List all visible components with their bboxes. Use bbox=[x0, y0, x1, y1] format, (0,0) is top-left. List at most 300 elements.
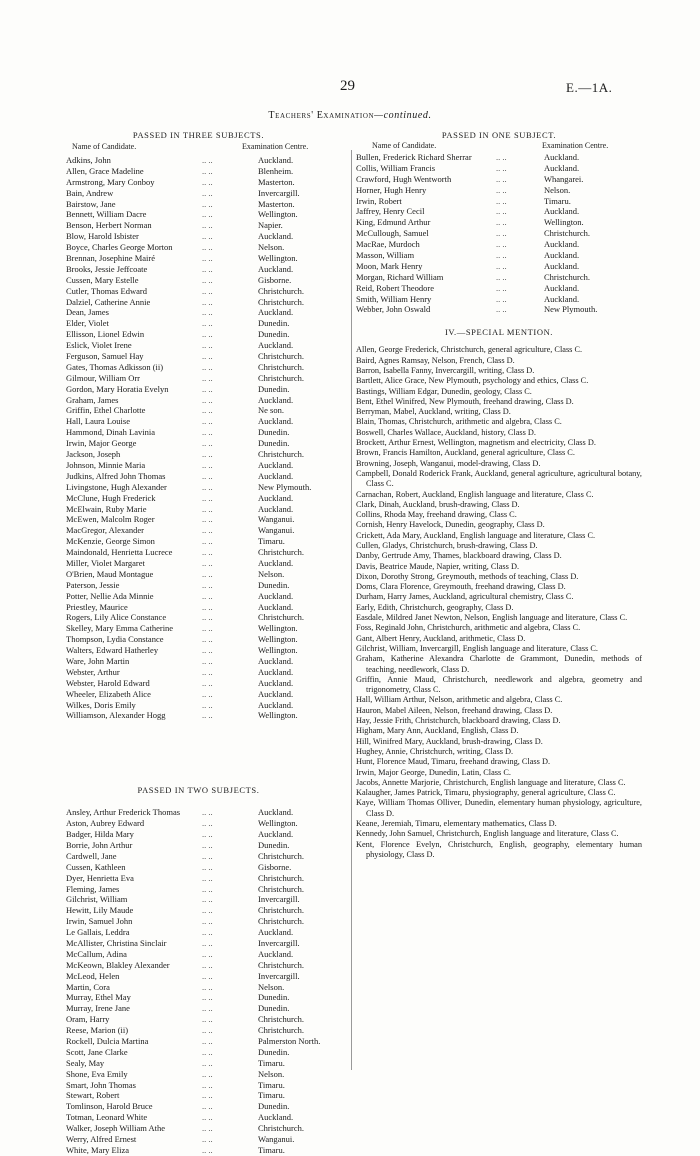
leader-dots: .. .. bbox=[202, 938, 213, 948]
candidate-name: Collis, William Francis bbox=[356, 162, 436, 173]
col-name-header: Name of Candidate. bbox=[372, 141, 437, 150]
exam-centre: Christchurch. bbox=[258, 1123, 305, 1134]
exam-centre: Dunedin. bbox=[258, 579, 290, 590]
exam-centre: Invercargill. bbox=[258, 894, 300, 905]
exam-centre: Christchurch. bbox=[258, 959, 305, 970]
leader-dots: .. .. bbox=[202, 623, 213, 634]
list-item bbox=[66, 580, 351, 591]
leader-dots: .. .. bbox=[496, 152, 507, 162]
col-name-header: Name of Candidate. bbox=[72, 142, 137, 151]
exam-centre: New Plymouth. bbox=[258, 481, 312, 492]
leader-dots: .. .. bbox=[202, 894, 213, 905]
leader-dots: .. .. bbox=[202, 438, 213, 449]
exam-centre: Timaru. bbox=[544, 195, 571, 206]
leader-dots: .. .. bbox=[202, 1046, 213, 1057]
list-item bbox=[66, 645, 351, 656]
list-item bbox=[66, 209, 351, 220]
exam-centre: Wellington. bbox=[258, 209, 298, 220]
exam-centre: Dunedin. bbox=[258, 1046, 290, 1057]
candidate-name: Benson, Herbert Norman bbox=[66, 220, 152, 231]
list-item bbox=[66, 1090, 351, 1101]
exam-centre: Auckland. bbox=[544, 152, 580, 162]
list-item bbox=[66, 700, 351, 711]
exam-centre: Wellington. bbox=[544, 217, 584, 228]
leader-dots: .. .. bbox=[202, 710, 213, 721]
list-item bbox=[66, 384, 351, 395]
candidate-name: Irwin, Major George bbox=[66, 438, 137, 449]
mention-entry: Hay, Jessie Frith, Christchurch, blackboard drawing, Class D. bbox=[356, 716, 561, 726]
list-item bbox=[66, 155, 351, 166]
leader-dots: .. .. bbox=[202, 579, 213, 590]
exam-centre: Wanganui. bbox=[258, 1134, 295, 1145]
candidate-name: McEwen, Malcolm Roger bbox=[66, 514, 155, 525]
list-item bbox=[66, 482, 351, 493]
exam-centre: Dunedin. bbox=[258, 318, 290, 329]
col-centre-header: Examination Centre. bbox=[542, 141, 609, 150]
list-item bbox=[66, 340, 351, 351]
leader-dots: .. .. bbox=[202, 514, 213, 525]
list-item bbox=[66, 514, 351, 525]
exam-centre: Wellington. bbox=[258, 818, 298, 829]
list-item bbox=[356, 239, 642, 250]
leader-dots: .. .. bbox=[496, 239, 507, 250]
leader-dots: .. .. bbox=[496, 271, 507, 282]
exam-centre: Timaru. bbox=[258, 1090, 285, 1101]
exam-centre: Auckland. bbox=[258, 340, 294, 351]
list-item bbox=[66, 1123, 351, 1134]
candidate-name: Le Gallais, Leddra bbox=[66, 927, 130, 938]
candidate-name: Reese, Marion (ii) bbox=[66, 1025, 129, 1036]
exam-centre: Nelson. bbox=[258, 981, 285, 992]
list-item bbox=[66, 982, 351, 993]
exam-centre: Auckland. bbox=[258, 590, 294, 601]
leader-dots: .. .. bbox=[202, 242, 213, 253]
exam-centre: Invercargill. bbox=[258, 938, 300, 948]
exam-centre: Wellington. bbox=[258, 253, 298, 264]
candidate-name: Johnson, Minnie Maria bbox=[66, 459, 146, 470]
exam-centre: Auckland. bbox=[544, 293, 580, 304]
candidate-name: Webber, John Oswald bbox=[356, 304, 431, 315]
candidate-name: Boyce, Charles George Morton bbox=[66, 242, 173, 253]
leader-dots: .. .. bbox=[496, 282, 507, 293]
candidate-name: Jaffrey, Henry Cecil bbox=[356, 206, 425, 217]
leader-dots: .. .. bbox=[202, 470, 213, 481]
list-item bbox=[66, 242, 351, 253]
exam-centre: Christchurch. bbox=[258, 449, 305, 460]
mention-entry: Bent, Ethel Winifred, New Plymouth, freehand drawing, Class D. bbox=[356, 396, 574, 406]
candidate-name: Bullen, Frederick Richard Sherrar bbox=[356, 152, 472, 162]
candidate-name: McCallum, Adina bbox=[66, 948, 127, 959]
exam-centre: Dunedin. bbox=[258, 427, 290, 438]
list-item bbox=[66, 894, 351, 905]
mention-entry: Danby, Gertrude Amy, Thames, blackboard drawing, Class D. bbox=[356, 551, 562, 561]
leader-dots: .. .. bbox=[496, 250, 507, 261]
candidate-name: Morgan, Richard William bbox=[356, 271, 444, 282]
leader-dots: .. .. bbox=[496, 206, 507, 217]
leader-dots: .. .. bbox=[202, 992, 213, 1003]
candidate-name: Miller, Violet Margaret bbox=[66, 557, 145, 568]
candidate-name: Irwin, Robert bbox=[356, 195, 402, 206]
mention-entry: Baird, Agnes Ramsay, Nelson, French, Class D. bbox=[356, 355, 515, 365]
candidate-name: Fleming, James bbox=[66, 883, 120, 894]
mention-entry: Bartlett, Alice Grace, New Plymouth, psychology and ethics, Class C. bbox=[356, 376, 589, 386]
leader-dots: .. .. bbox=[202, 416, 213, 427]
list-item bbox=[66, 231, 351, 242]
exam-centre: Auckland. bbox=[544, 250, 580, 261]
exam-centre: Napier. bbox=[258, 220, 283, 231]
candidate-name: Thompson, Lydia Constance bbox=[66, 634, 164, 645]
three-subjects-header bbox=[66, 142, 351, 155]
candidate-name: Sealy, May bbox=[66, 1057, 105, 1068]
mention-entry: Irwin, Major George, Dunedin, Latin, Class C. bbox=[356, 767, 511, 777]
candidate-name: Gilchrist, William bbox=[66, 894, 128, 905]
leader-dots: .. .. bbox=[202, 818, 213, 829]
exam-centre: Christchurch. bbox=[258, 850, 305, 861]
leader-dots: .. .. bbox=[202, 405, 213, 416]
mention-entry: Kaye, William Thomas Olliver, Dunedin, elementary human physiology, agriculture, Class D. bbox=[356, 798, 642, 818]
leader-dots: .. .. bbox=[202, 187, 213, 198]
exam-centre: Wellington. bbox=[258, 710, 298, 721]
leader-dots: .. .. bbox=[202, 883, 213, 894]
candidate-name: Borrie, John Arthur bbox=[66, 839, 133, 850]
candidate-name: Ferguson, Samuel Hay bbox=[66, 351, 144, 362]
leader-dots: .. .. bbox=[202, 1101, 213, 1112]
exam-centre: Auckland. bbox=[258, 459, 294, 470]
candidate-name: Scott, Jane Clarke bbox=[66, 1046, 128, 1057]
candidate-name: Wilkes, Doris Emily bbox=[66, 699, 136, 710]
candidate-name: Griffin, Ethel Charlotte bbox=[66, 405, 146, 416]
exam-centre: Palmerston North. bbox=[258, 1036, 321, 1047]
list-item bbox=[66, 818, 351, 829]
document-reference: E.—1A. bbox=[566, 80, 613, 95]
list-item bbox=[66, 307, 351, 318]
candidate-name: Brooks, Jessie Jeffcoate bbox=[66, 263, 148, 274]
list-item bbox=[66, 667, 351, 678]
exam-centre: Nelson. bbox=[258, 568, 285, 579]
candidate-name: Paterson, Jessie bbox=[66, 579, 120, 590]
leader-dots: .. .. bbox=[202, 916, 213, 927]
exam-centre: Invercargill. bbox=[258, 187, 300, 198]
list-item bbox=[66, 416, 351, 427]
leader-dots: .. .. bbox=[202, 1057, 213, 1068]
exam-centre: Wellington. bbox=[258, 634, 298, 645]
list-item bbox=[66, 253, 351, 264]
candidate-name: Cussen, Mary Estelle bbox=[66, 274, 139, 285]
candidate-name: MacRae, Murdoch bbox=[356, 239, 420, 250]
list-item bbox=[66, 807, 351, 818]
exam-centre: Auckland. bbox=[258, 394, 294, 405]
exam-centre: Auckland. bbox=[258, 470, 294, 481]
exam-centre: Timaru. bbox=[258, 1057, 285, 1068]
leader-dots: .. .. bbox=[202, 688, 213, 699]
candidate-name: King, Edmund Arthur bbox=[356, 217, 431, 228]
list-item bbox=[66, 1134, 351, 1145]
exam-centre: Wellington. bbox=[258, 623, 298, 634]
candidate-name: McLeod, Helen bbox=[66, 970, 120, 981]
exam-centre: Auckland. bbox=[258, 492, 294, 503]
list-item bbox=[66, 493, 351, 504]
leader-dots: .. .. bbox=[202, 155, 213, 165]
exam-centre: Christchurch. bbox=[258, 285, 305, 296]
list-item bbox=[66, 547, 351, 558]
list-item bbox=[66, 471, 351, 482]
leader-dots: .. .. bbox=[202, 351, 213, 362]
leader-dots: .. .. bbox=[202, 383, 213, 394]
leader-dots: .. .. bbox=[202, 449, 213, 460]
candidate-name: Bairstow, Jane bbox=[66, 198, 116, 209]
candidate-name: McElwain, Ruby Marie bbox=[66, 503, 147, 514]
special-mention-list bbox=[356, 345, 642, 860]
col-centre-header: Examination Centre. bbox=[242, 142, 309, 151]
mention-entry: Cullen, Gladys, Christchurch, brush-drawing, Class D. bbox=[356, 541, 538, 550]
right-column bbox=[356, 130, 642, 860]
candidate-name: Graham, James bbox=[66, 394, 119, 405]
candidate-name: Gates, Thomas Adkisson (ii) bbox=[66, 361, 164, 372]
leader-dots: .. .. bbox=[202, 807, 213, 818]
left-column bbox=[66, 130, 351, 1156]
candidate-name: Armstrong, Mary Conboy bbox=[66, 176, 155, 187]
candidate-name: Cardwell, Jane bbox=[66, 850, 117, 861]
candidate-name: Bain, Andrew bbox=[66, 187, 114, 198]
exam-centre: Masterton. bbox=[258, 176, 295, 187]
list-item bbox=[66, 177, 351, 188]
exam-centre: Christchurch. bbox=[258, 916, 305, 927]
list-item bbox=[66, 1003, 351, 1014]
list-item bbox=[66, 591, 351, 602]
list-item bbox=[66, 405, 351, 416]
leader-dots: .. .. bbox=[202, 394, 213, 405]
mention-entry: Doms, Clara Florence, Greymouth, freehand drawing, Class D. bbox=[356, 582, 566, 592]
mention-entry: Blain, Thomas, Christchurch, arithmetic and algebra, Class C. bbox=[356, 417, 562, 427]
leader-dots: .. .. bbox=[202, 372, 213, 383]
list-item bbox=[66, 460, 351, 471]
exam-centre: Dunedin. bbox=[258, 383, 290, 394]
list-item bbox=[66, 395, 351, 406]
list-item bbox=[66, 351, 351, 362]
mention-entry: Kent, Florence Evelyn, Christchurch, English, geography, elementary human physiology, Class D. bbox=[356, 839, 642, 859]
leader-dots: .. .. bbox=[202, 253, 213, 264]
exam-centre: Auckland. bbox=[258, 263, 294, 274]
list-item bbox=[356, 304, 642, 315]
leader-dots: .. .. bbox=[496, 260, 507, 271]
list-item bbox=[356, 152, 642, 163]
exam-centre: Nelson. bbox=[258, 242, 285, 253]
list-item bbox=[66, 220, 351, 231]
mention-entry: Cornish, Henry Havelock, Dunedin, geography, Class D. bbox=[356, 520, 545, 530]
list-item bbox=[66, 905, 351, 916]
candidate-name: McCullough, Samuel bbox=[356, 228, 429, 239]
exam-centre: Auckland. bbox=[258, 1112, 294, 1123]
exam-centre: New Plymouth. bbox=[544, 304, 598, 315]
exam-centre: Christchurch. bbox=[544, 271, 591, 282]
leader-dots: .. .. bbox=[202, 634, 213, 645]
candidate-name: Reid, Robert Theodore bbox=[356, 282, 434, 293]
leader-dots: .. .. bbox=[202, 307, 213, 318]
exam-centre: Auckland. bbox=[258, 948, 294, 959]
candidate-name: Walker, Joseph William Athe bbox=[66, 1123, 166, 1134]
leader-dots: .. .. bbox=[202, 547, 213, 558]
candidate-name: Wheeler, Elizabeth Alice bbox=[66, 688, 151, 699]
list-item bbox=[66, 525, 351, 536]
exam-centre: Christchurch. bbox=[258, 1014, 305, 1025]
exam-centre: Christchurch. bbox=[258, 361, 305, 372]
candidate-name: Potter, Nellie Ada Minnie bbox=[66, 590, 154, 601]
candidate-name: Stewart, Robert bbox=[66, 1090, 120, 1101]
leader-dots: .. .. bbox=[202, 645, 213, 656]
two-subjects-list bbox=[66, 807, 351, 1156]
two-subjects-title: PASSED IN TWO SUBJECTS. bbox=[137, 785, 260, 796]
page-title bbox=[0, 110, 700, 121]
candidate-name: Allen, Grace Madeline bbox=[66, 165, 144, 176]
list-item bbox=[66, 829, 351, 840]
candidate-name: McAllister, Christina Sinclair bbox=[66, 938, 167, 948]
exam-centre: Christchurch. bbox=[258, 547, 305, 558]
mention-entry: Keane, Jeremiah, Timaru, elementary mathematics, Class D. bbox=[356, 819, 557, 829]
list-item bbox=[66, 558, 351, 569]
leader-dots: .. .. bbox=[202, 296, 213, 307]
exam-centre: Masterton. bbox=[258, 198, 295, 209]
list-item bbox=[66, 602, 351, 613]
leader-dots: .. .. bbox=[202, 176, 213, 187]
candidate-name: Priestley, Maurice bbox=[66, 601, 128, 612]
exam-centre: Christchurch. bbox=[258, 872, 305, 883]
candidate-name: Hewitt, Lily Maude bbox=[66, 905, 134, 916]
exam-centre: Invercargill. bbox=[258, 970, 300, 981]
exam-centre: Auckland. bbox=[258, 677, 294, 688]
candidate-name: Judkins, Alfred John Thomas bbox=[66, 470, 166, 481]
three-subjects-list bbox=[66, 155, 351, 721]
leader-dots: .. .. bbox=[202, 699, 213, 710]
candidate-name: Skelley, Mary Emma Catherine bbox=[66, 623, 174, 634]
exam-centre: Nelson. bbox=[258, 1068, 285, 1079]
leader-dots: .. .. bbox=[496, 293, 507, 304]
candidate-name: Masson, William bbox=[356, 250, 415, 261]
list-item bbox=[66, 927, 351, 938]
list-item bbox=[356, 196, 642, 207]
exam-centre: Dunedin. bbox=[258, 839, 290, 850]
leader-dots: .. .. bbox=[202, 285, 213, 296]
list-item bbox=[66, 840, 351, 851]
candidate-name: Werry, Alfred Ernest bbox=[66, 1134, 137, 1145]
list-item bbox=[356, 228, 642, 239]
list-item bbox=[66, 286, 351, 297]
list-item bbox=[66, 851, 351, 862]
leader-dots: .. .. bbox=[202, 318, 213, 329]
list-item bbox=[66, 971, 351, 982]
exam-centre: Christchurch. bbox=[258, 351, 305, 362]
three-subjects-title: PASSED IN THREE SUBJECTS. bbox=[132, 130, 265, 140]
leader-dots: .. .. bbox=[202, 612, 213, 623]
exam-centre: Auckland. bbox=[544, 239, 580, 250]
candidate-name: Ansley, Arthur Frederick Thomas bbox=[66, 807, 181, 818]
mention-entry: Campbell, Donald Roderick Frank, Auckland, general agriculture, agricultural botany, Class C. bbox=[356, 468, 642, 489]
exam-centre: Timaru. bbox=[258, 536, 285, 547]
list-item bbox=[356, 185, 642, 196]
candidate-name: Martin, Cora bbox=[66, 981, 110, 992]
exam-centre: Dunedin. bbox=[258, 992, 290, 1003]
list-item bbox=[356, 283, 642, 294]
list-item bbox=[66, 710, 351, 721]
leader-dots: .. .. bbox=[202, 1068, 213, 1079]
leader-dots: .. .. bbox=[202, 231, 213, 242]
candidate-name: Gordon, Mary Horatia Evelyn bbox=[66, 383, 169, 394]
mention-entry: Clark, Dinah, Auckland, brush-drawing, Class D. bbox=[356, 499, 520, 509]
list-item bbox=[66, 504, 351, 515]
leader-dots: .. .. bbox=[202, 263, 213, 274]
list-item bbox=[66, 264, 351, 275]
leader-dots: .. .. bbox=[202, 677, 213, 688]
leader-dots: .. .. bbox=[202, 655, 213, 666]
leader-dots: .. .. bbox=[202, 601, 213, 612]
exam-centre: Christchurch. bbox=[544, 228, 591, 239]
exam-centre: Auckland. bbox=[544, 162, 580, 173]
mention-entry: Berryman, Mabel, Auckland, writing, Class D. bbox=[356, 407, 511, 417]
exam-centre: Auckland. bbox=[258, 655, 294, 666]
list-item bbox=[66, 188, 351, 199]
candidate-name: Rockell, Dulcia Martina bbox=[66, 1036, 149, 1047]
mention-entry: Higham, Mary Ann, Auckland, English, Class D. bbox=[356, 726, 519, 736]
exam-centre: Auckland. bbox=[258, 927, 294, 938]
mention-entry: Browning, Joseph, Wanganui, model-drawing, Class D. bbox=[356, 458, 541, 468]
leader-dots: .. .. bbox=[496, 162, 507, 173]
list-item bbox=[66, 1101, 351, 1112]
exam-centre: Auckland. bbox=[258, 416, 294, 427]
exam-centre: Auckland. bbox=[544, 282, 580, 293]
exam-centre: Auckland. bbox=[258, 155, 294, 165]
candidate-name: Murray, Irene Jane bbox=[66, 1003, 130, 1014]
leader-dots: .. .. bbox=[202, 274, 213, 285]
mention-entry: Gant, Albert Henry, Auckland, arithmetic, Class D. bbox=[356, 633, 526, 643]
leader-dots: .. .. bbox=[202, 427, 213, 438]
leader-dots: .. .. bbox=[202, 459, 213, 470]
mention-entry: Hauron, Mabel Aileen, Nelson, freehand drawing, Class D. bbox=[356, 705, 553, 715]
list-item bbox=[66, 1112, 351, 1123]
leader-dots: .. .. bbox=[202, 861, 213, 872]
leader-dots: .. .. bbox=[496, 228, 507, 239]
exam-centre: Ne son. bbox=[258, 405, 284, 416]
mention-entry: Hill, Winifred Mary, Auckland, brush-drawing, Class D. bbox=[356, 736, 543, 746]
mention-entry: Boswell, Charles Wallace, Auckland, history, Class D. bbox=[356, 427, 536, 437]
list-item bbox=[66, 449, 351, 460]
list-item bbox=[66, 199, 351, 210]
mention-entry: Bastings, William Edgar, Dunedin, geology, Class C. bbox=[356, 386, 532, 396]
list-item bbox=[66, 634, 351, 645]
candidate-name: O'Brien, Maud Montague bbox=[66, 568, 154, 579]
leader-dots: .. .. bbox=[202, 829, 213, 840]
candidate-name: Horner, Hugh Henry bbox=[356, 184, 427, 195]
candidate-name: Cutler, Thomas Edward bbox=[66, 285, 147, 296]
candidate-name: Hall, Laura Louise bbox=[66, 416, 130, 427]
leader-dots: .. .. bbox=[202, 970, 213, 981]
leader-dots: .. .. bbox=[202, 1025, 213, 1036]
leader-dots: .. .. bbox=[202, 361, 213, 372]
exam-centre: Dunedin. bbox=[258, 329, 290, 340]
mention-entry: Gilchrist, William, Invercargill, English language and literature, Class C. bbox=[356, 643, 598, 653]
list-item bbox=[66, 960, 351, 971]
leader-dots: .. .. bbox=[202, 220, 213, 231]
candidate-name: McKenzie, George Simon bbox=[66, 536, 155, 547]
exam-centre: Auckland. bbox=[258, 666, 294, 677]
list-item bbox=[66, 1080, 351, 1091]
leader-dots: .. .. bbox=[202, 340, 213, 351]
mention-entry: Foss, Reginald John, Christchurch, arithmetic and algebra, Class C. bbox=[356, 623, 581, 633]
leader-dots: .. .. bbox=[202, 839, 213, 850]
list-item bbox=[66, 297, 351, 308]
candidate-name: Smart, John Thomas bbox=[66, 1079, 136, 1090]
exam-centre: Auckland. bbox=[258, 829, 294, 840]
candidate-name: Dyer, Henrietta Eva bbox=[66, 872, 134, 883]
leader-dots: .. .. bbox=[202, 1134, 213, 1145]
